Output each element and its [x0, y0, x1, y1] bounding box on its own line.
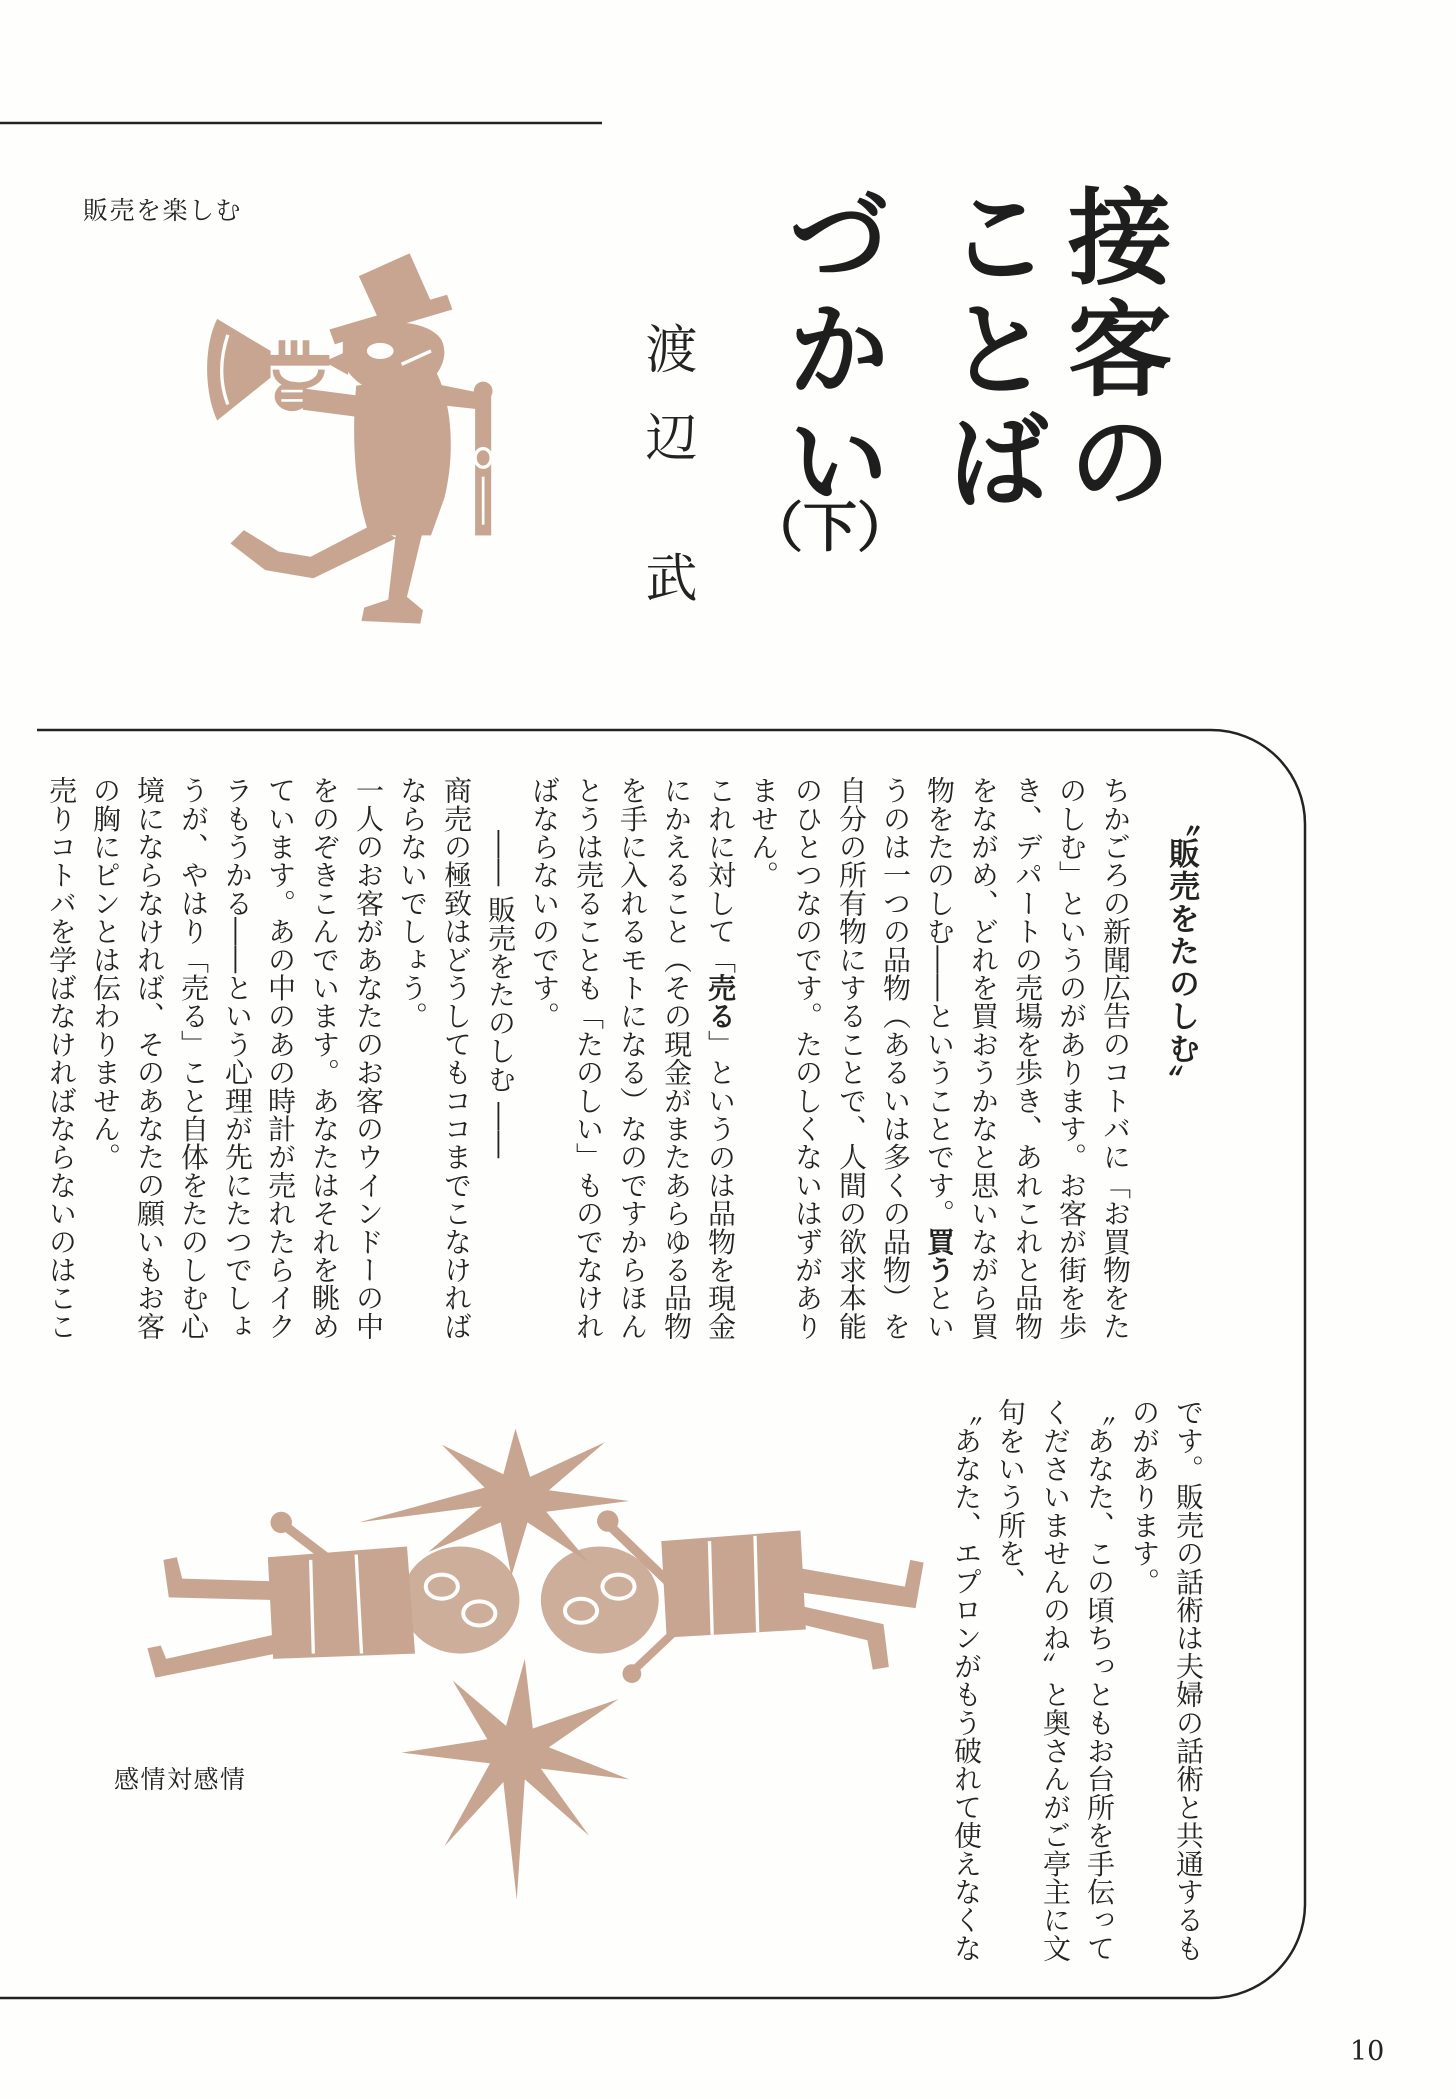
text-run: を手に入れるモトになる）なのですからほん	[616, 776, 649, 1340]
text-run: 物をたのしむ――ということです。	[923, 776, 956, 1228]
text-run: 売りコトバを学ばなければならないのはここ	[45, 776, 78, 1340]
text-run: をのぞきこんでいます。あなたはそれを眺め	[308, 776, 341, 1340]
quarrel-illustration	[134, 1418, 937, 1940]
text-column	[258, 776, 302, 1340]
body	[275, 372, 485, 535]
text-column	[434, 776, 478, 1340]
trumpet-player-illustration	[201, 248, 522, 629]
baton	[474, 382, 493, 536]
text-run: ―― 販売をたのしむ ――	[484, 830, 517, 1159]
text-run: とい	[923, 1283, 956, 1341]
text-column	[1033, 1398, 1077, 1962]
emphasized-text: 買う	[923, 1227, 956, 1284]
text-run: うのは一つの品物（あるいは多くの品物）を	[879, 776, 912, 1340]
text-run: ラもうかる――という心理が先にたつでしょ	[221, 776, 254, 1340]
text-run: ならないでしょう。	[396, 776, 429, 1030]
section-subheading	[478, 830, 522, 1158]
title-line-1: 接客の	[1050, 183, 1172, 519]
illustration-caption-top: 販売を楽しむ	[83, 196, 243, 225]
text-run: とうは売ることも「たのしい」ものでなけれ	[572, 776, 605, 1340]
text-column	[390, 776, 434, 1030]
text-column	[302, 776, 346, 1340]
text-column	[1077, 1398, 1121, 1962]
text-run: をながめ、どれを買おうかなと思いながら買	[967, 776, 1000, 1340]
text-run: ちかごろの新聞広告のコトバに「お買物をた	[1099, 776, 1132, 1340]
text-run: の胸にピンとは伝わりません。	[89, 776, 122, 1171]
title-line-2: ことば	[929, 183, 1051, 519]
text-run: 一人のお客があなたのお客のウインドーの中	[352, 776, 385, 1340]
text-run: 句をいう所を、	[994, 1398, 1027, 1596]
text-column	[83, 776, 127, 1171]
text-run: ばならないのです。	[528, 776, 561, 1030]
text-run: き、デパートの売場を歩き、あれこれと品物	[1011, 776, 1044, 1340]
text-column	[1122, 1398, 1166, 1595]
text-column	[654, 776, 698, 1340]
section-heading: 〝販売をたのしむ〟	[1163, 805, 1199, 1098]
text-column	[610, 776, 654, 1340]
text-run: のがあります。	[1128, 1398, 1161, 1596]
text-column	[566, 776, 610, 1340]
text-column	[215, 776, 259, 1340]
author-name: 渡辺 武	[636, 322, 696, 639]
page-number: 10	[1350, 2036, 1385, 2067]
text-column	[961, 776, 1005, 1340]
text-run: です。販売の話術は夫婦の話術と共通するも	[1172, 1398, 1205, 1962]
text-run: ません。	[747, 776, 780, 889]
text-column	[698, 776, 742, 1340]
text-column	[346, 776, 390, 1340]
text-run: 商売の極致はどうしてもココまでこなければ	[440, 776, 473, 1340]
starburst-bottom	[402, 1659, 630, 1900]
text-run: のひとつなのです。たのしくないはずがあり	[791, 776, 824, 1340]
text-column	[1166, 1398, 1210, 1962]
title-part-label: （下）	[749, 496, 911, 559]
right-figure	[541, 1510, 924, 1683]
text-column	[829, 776, 873, 1340]
title-line-3: づかい	[769, 183, 891, 519]
text-column	[1005, 776, 1049, 1340]
text-column	[785, 776, 829, 1340]
text-column	[171, 776, 215, 1340]
text-run: 」というのは品物を現金	[704, 1029, 737, 1341]
text-column	[522, 776, 566, 1030]
illustration-caption-bottom: 感情対感情	[114, 1765, 247, 1794]
text-column	[917, 776, 961, 1340]
text-column	[741, 776, 785, 889]
text-run: うが、やはり「売る」こと自体をたのしむ心	[177, 776, 210, 1340]
text-run: 自分の所有物にすることで、人間の欲求本能	[835, 776, 868, 1340]
text-column	[873, 776, 917, 1340]
text-run: にかえること（その現金がまたあらゆる品物	[660, 776, 693, 1340]
text-run: ています。あの中のあの時計が売れたらイク	[264, 776, 297, 1340]
text-run: くださいませんのね〟と奥さんがご亭主に文	[1039, 1398, 1072, 1962]
text-run: 〝あなた、この頃ちっともお台所を手伝って	[1083, 1398, 1116, 1962]
text-run: のしむ」というのがあります。お客が街を歩	[1055, 776, 1088, 1340]
text-column	[944, 1398, 988, 1962]
text-column	[1093, 776, 1137, 1340]
text-column	[1049, 776, 1093, 1340]
legs	[230, 525, 423, 624]
text-column	[39, 776, 83, 1340]
emphasized-text: 売る	[704, 973, 737, 1030]
article-body-upper	[0, 776, 1456, 1356]
text-run: 〝あなた、エプロンがもう破れて使えなくな	[950, 1398, 983, 1962]
text-run: 境にならなければ、そのあなたの願いもお客	[133, 776, 166, 1340]
text-column	[127, 776, 171, 1340]
text-run: これに対して「	[704, 776, 737, 974]
text-column	[988, 1398, 1032, 1595]
